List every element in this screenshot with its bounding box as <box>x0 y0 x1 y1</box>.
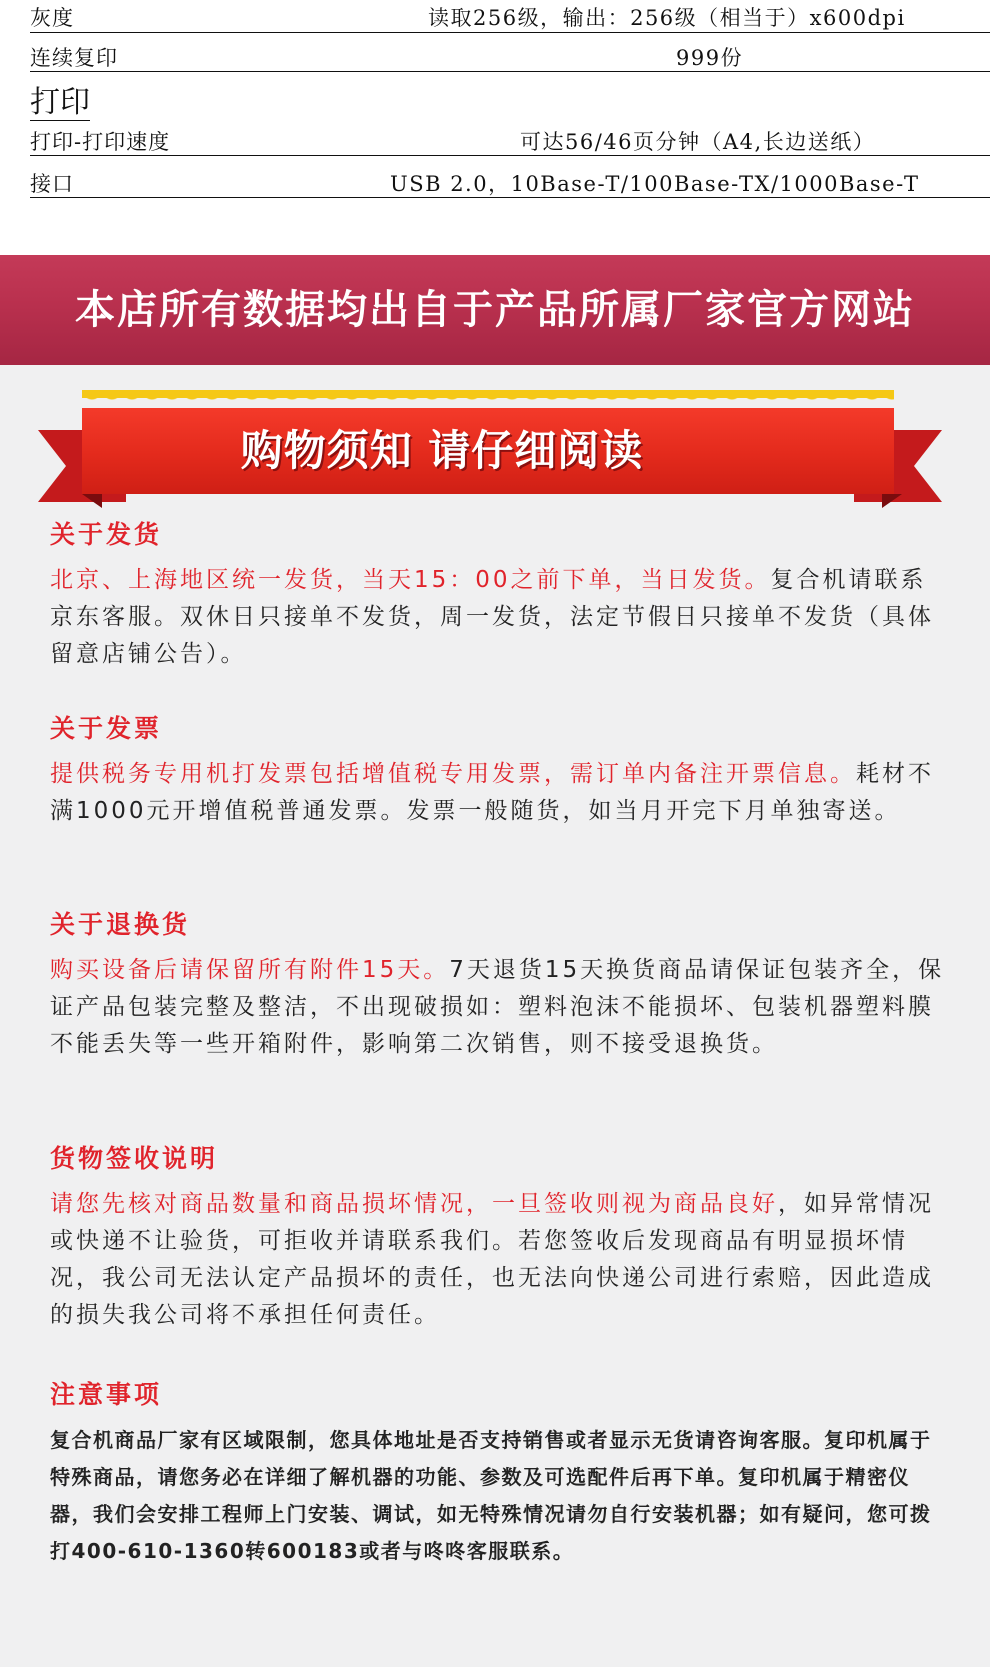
spec-label-continuous-copy: 连续复印 <box>30 46 118 70</box>
section-highlight: 购买设备后请保留所有附件15天。 <box>50 957 450 983</box>
section-highlight: 北京、上海地区统一发货，当天15：00之前下单，当日发货。 <box>50 567 771 593</box>
spec-label-grayscale: 灰度 <box>30 6 74 30</box>
section-title: 关于退换货 <box>50 910 191 939</box>
spec-value-interface: USB 2.0，10Base-T/100Base-TX/1000Base-T <box>390 172 920 196</box>
section-invoice <box>50 712 950 830</box>
ribbon-fold-left <box>82 494 102 508</box>
spec-divider <box>30 32 990 33</box>
section-text: ，如异常情况或快递不让验货，可拒收并请联系我们。若您签收后发现商品有明显损坏情况，我公司无法认定产品损坏的责任，也无法向快递公司进行索赔，因此造成的损失我公司将不承担任何责任。 <box>50 1191 934 1328</box>
section-returns <box>50 908 950 1063</box>
spec-value-continuous-copy: 999份 <box>676 46 744 70</box>
section-body <box>50 1422 950 1570</box>
section-body <box>50 756 950 830</box>
section-body <box>50 1186 950 1334</box>
notice-ribbon <box>0 390 990 510</box>
section-text: 复合机请联系京东客服。双休日只接单不发货，周一发货，法定节假日只接单不发货（具体留意店铺公告）。 <box>50 567 934 667</box>
section-shipping <box>50 518 950 673</box>
spec-label-interface: 接口 <box>30 172 74 196</box>
section-text: 耗材不满1000元开增值税普通发票。发票一般随货，如当月开完下月单独寄送。 <box>50 761 934 824</box>
section-text: 复合机商品厂家有区域限制，您具体地址是否支持销售或者显示无货请咨询客服。复印机属于特殊商品，请您务必在详细了解机器的功能、参数及可选配件后再下单。复印机属于精密仪器，我们会安排工程师上门安装、调试，如无特殊情况请勿自行安装机器；如有疑问，您可拨打400-610-1360转600183或者与咚咚客服联系。 <box>50 1428 932 1563</box>
section-title: 关于发票 <box>50 714 163 743</box>
spec-value-print-speed: 可达56/46页分钟（A4,长边送纸） <box>520 130 876 154</box>
section-highlight: 请您先核对商品数量和商品损坏情况，一旦签收则视为商品良好 <box>50 1191 778 1217</box>
section-title: 注意事项 <box>50 1380 163 1409</box>
spec-divider <box>30 155 990 156</box>
section-text: 7天退货15天换货商品请保证包装齐全，保证产品包装完整及整洁，不出现破损如：塑料泡沫不能损坏、包装机器塑料膜不能丢失等一些开箱附件，影响第二次销售，则不接受退换货。 <box>50 957 945 1057</box>
section-receipt <box>50 1142 950 1334</box>
ribbon-fold-right <box>882 494 902 508</box>
print-section-heading: 打印 <box>30 85 90 120</box>
spec-value-grayscale: 读取256级，输出：256级（相当于）x600dpi <box>428 6 906 30</box>
spec-divider <box>30 197 990 198</box>
spec-label-print-speed: 打印-打印速度 <box>30 130 171 154</box>
ribbon-title: 购物须知 请仔细阅读 <box>240 426 644 475</box>
spec-table <box>0 0 990 255</box>
section-body <box>50 952 950 1063</box>
spec-divider <box>30 71 990 72</box>
section-title: 货物签收说明 <box>50 1144 219 1173</box>
section-highlight: 提供税务专用机打发票包括增值税专用发票，需订单内备注开票信息。 <box>50 761 856 787</box>
banner-text: 本店所有数据均出自于产品所属厂家官方网站 <box>75 287 915 333</box>
section-notes <box>50 1378 950 1570</box>
official-data-banner <box>0 255 990 365</box>
section-title: 关于发货 <box>50 520 163 549</box>
section-body <box>50 562 950 673</box>
